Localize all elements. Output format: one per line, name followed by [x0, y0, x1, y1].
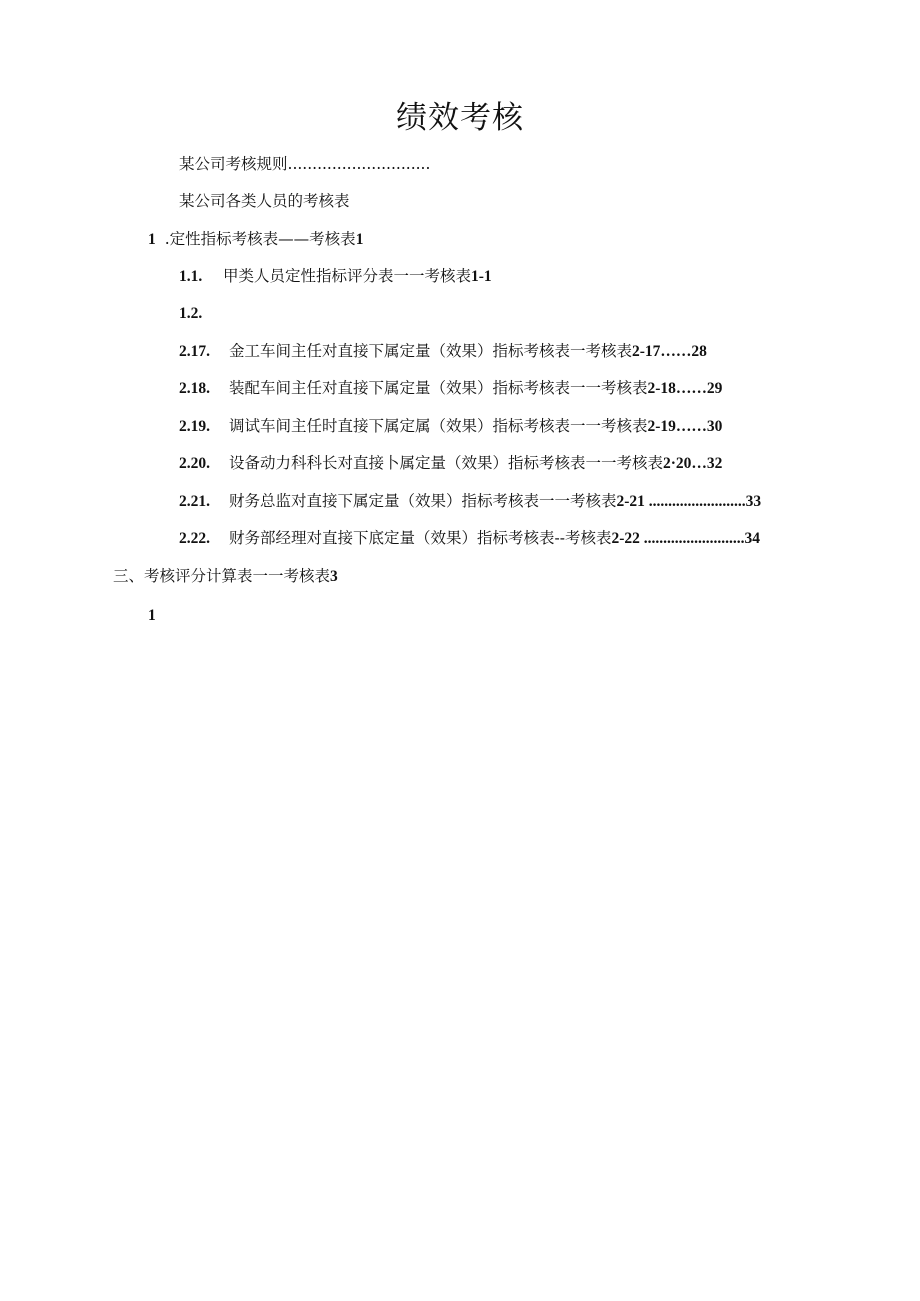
toc-entry-text: 调试车间主任时直接下属定属（效果）指标考核表一一考核表	[229, 417, 648, 435]
toc-entry-number: 1.1.	[179, 268, 203, 285]
toc-entry-2-18[interactable]	[179, 377, 722, 400]
toc-entry-text: 金工车间主任对直接下属定量（效果）指标考核表一考核表	[229, 342, 633, 360]
toc-entry-number: 1.2.	[179, 305, 203, 322]
toc-entry-1-2[interactable]	[179, 302, 223, 325]
toc-entry-number: 2.20.	[179, 455, 210, 472]
toc-entry-text: 三、考核评分计算表一一考核表	[113, 567, 331, 585]
toc-entry-page: 1	[355, 231, 364, 248]
toc-entry-number: 2.22.	[179, 530, 210, 547]
toc-entry-2-20[interactable]	[179, 452, 722, 475]
toc-entry-text: 甲类人员定性指标评分表一一考核表	[223, 267, 472, 285]
toc-entry-text: 某公司考核规则	[179, 155, 288, 173]
toc-entry-text: 财务总监对直接下属定量（效果）指标考核表一一考核表	[229, 492, 617, 510]
toc-entry-number: 1	[148, 231, 156, 248]
toc-entry-number: 1	[148, 607, 156, 624]
toc-entry-page: 2-21 .........................33	[616, 493, 762, 510]
page-title: 绩效考核	[396, 100, 524, 136]
toc-entry-3-1[interactable]	[148, 604, 156, 627]
toc-entry-rules[interactable]	[179, 153, 430, 175]
toc-entry-2-21[interactable]	[179, 490, 761, 513]
toc-entry-page: 1-1	[471, 268, 492, 285]
toc-entry-text: 某公司各类人员的考核表	[179, 192, 350, 210]
toc-entry-number: 2.19.	[179, 418, 210, 435]
toc-entry-page: 2-19……30	[647, 418, 723, 435]
toc-entry-2-19[interactable]	[179, 415, 722, 438]
toc-entry-number: 2.17.	[179, 343, 210, 360]
toc-entry-2-22[interactable]	[179, 527, 760, 550]
toc-entry-text: 设备动力科科长对直接卜属定量（效果）指标考核表一一考核表	[229, 454, 664, 472]
toc-entry-page: 2·20…32	[663, 455, 723, 472]
toc-entry-number: 2.18.	[179, 380, 210, 397]
toc-entry-page: 2-18……29	[647, 380, 723, 397]
toc-entry-page: 2-17……28	[632, 343, 707, 360]
toc-entry-text: 装配车间主任对直接下属定量（效果）指标考核表一一考核表	[229, 379, 648, 397]
toc-entry-2-17[interactable]	[179, 340, 707, 363]
toc-entry-text: .定性指标考核表——考核表	[164, 230, 356, 248]
toc-entry-page: 3	[330, 568, 338, 585]
toc-entry-staff-tables[interactable]	[179, 190, 350, 212]
toc-entry-1-1[interactable]	[179, 265, 492, 288]
toc-entry-page: 2-22 ..........................34	[611, 530, 761, 547]
toc-entry-leader: .............................	[287, 155, 431, 173]
toc-entry-number: 2.21.	[179, 493, 210, 510]
toc-entry-3[interactable]	[113, 565, 338, 588]
toc-entry-text: 财务部经理对直接下底定量（效果）指标考核表--考核表	[229, 529, 612, 547]
toc-entry-1[interactable]	[148, 228, 363, 251]
